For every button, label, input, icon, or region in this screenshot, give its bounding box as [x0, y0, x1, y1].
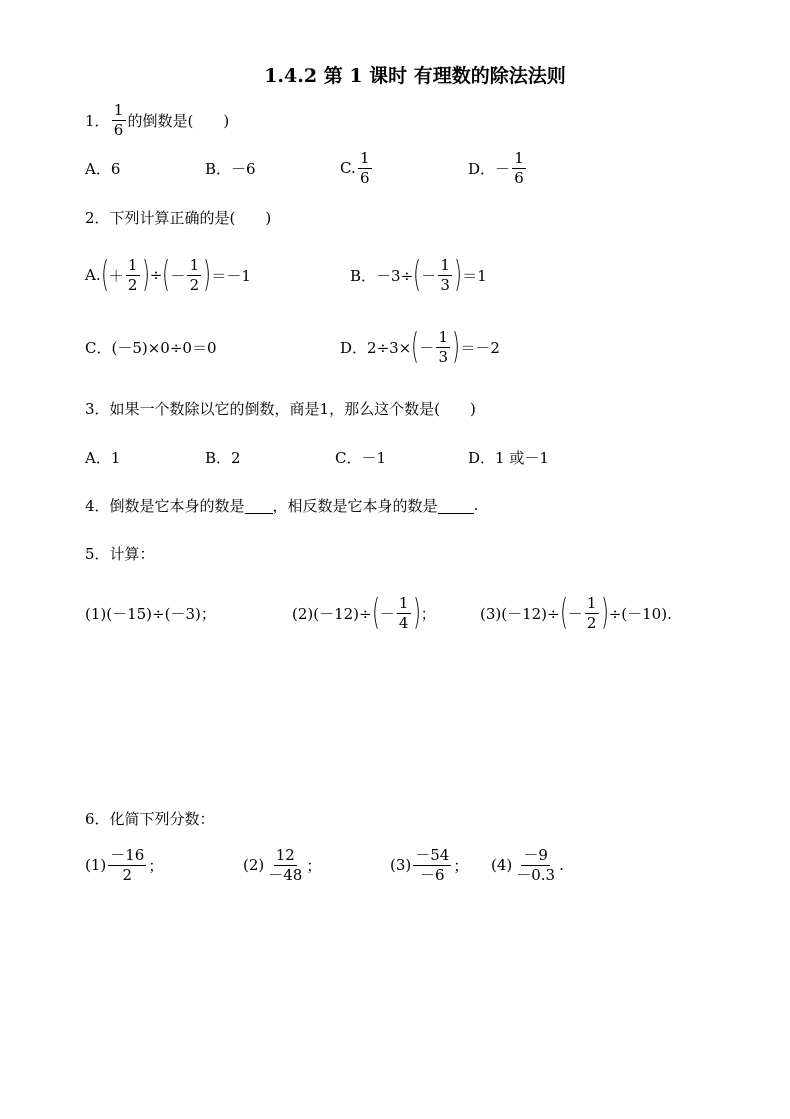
q2-d-sign: －	[419, 338, 435, 357]
q6-p4-num: －9	[523, 845, 548, 864]
q4-text-1: 4．倒数是它本身的数是	[85, 496, 245, 515]
q1-fraction	[112, 100, 126, 139]
q2-a-num1: 1	[126, 258, 140, 276]
q3-option-a: A．1	[85, 448, 121, 467]
page-title: 1.4.2 第 1 课时 有理数的除法法则	[264, 65, 566, 87]
left-paren: (	[371, 592, 380, 633]
q5-p2-num: 1	[397, 596, 411, 614]
q5-p3-sign: －	[567, 604, 583, 623]
q6-p2-fraction	[266, 845, 304, 884]
q6-p1-num: －16	[110, 845, 145, 864]
q2-a-fraction2	[187, 255, 201, 294]
right-paren: )	[412, 592, 421, 633]
question-1	[85, 100, 229, 140]
q2-a-fraction1	[126, 255, 140, 294]
q5-p3-den: 2	[586, 613, 597, 632]
q1-option-c-label: C.	[340, 159, 356, 177]
q6-part-4	[491, 845, 564, 885]
q2-d-den: 3	[438, 347, 449, 366]
q5-p2-fraction	[397, 593, 411, 632]
q2-a-sign1: ＋	[108, 266, 124, 285]
q2-b-fraction	[438, 255, 452, 294]
q6-p2-num: 12	[275, 845, 295, 864]
right-paren: )	[141, 254, 150, 295]
q6-p1-label: (1)	[85, 856, 107, 874]
q2-d-fraction	[436, 327, 450, 366]
q6-p2-end: ；	[306, 856, 322, 875]
q2-b-num: 1	[438, 258, 452, 276]
q6-p4-fraction	[514, 845, 557, 884]
q2-option-d	[340, 327, 500, 367]
q6-part-1	[85, 845, 163, 885]
q1-option-c-num: 1	[358, 151, 372, 169]
q2-a-sign2: －	[170, 266, 186, 285]
q5-part-3-label: (3)(－12)÷	[480, 604, 560, 623]
q6-p4-end: .	[559, 856, 564, 874]
q2-b-sign: －	[421, 266, 437, 285]
q1-option-c	[340, 148, 374, 188]
q6-p1-fraction	[108, 845, 146, 884]
q6-part-2	[243, 845, 321, 885]
q1-option-d-fraction	[512, 148, 526, 187]
q2-a-operator: ÷	[149, 266, 163, 284]
q1-option-d-den: 6	[514, 168, 524, 187]
q2-d-result: ＝－2	[460, 338, 500, 357]
q5-p2-end: ；	[420, 604, 436, 623]
q4-text-2: ，相反数是它本身的数是	[272, 496, 438, 515]
q1-option-d	[468, 148, 528, 188]
q5-part-2	[292, 593, 436, 633]
q2-a-den1: 2	[127, 275, 138, 294]
q2-option-a	[85, 255, 251, 295]
q6-p3-label: (3)	[390, 856, 412, 874]
right-paren: )	[203, 254, 212, 295]
q1-option-a: A．6	[85, 159, 121, 178]
q1-option-c-fraction	[358, 148, 372, 187]
q6-p3-num: －54	[415, 845, 450, 864]
q2-b-result: ＝1	[462, 266, 487, 285]
q1-number: 1．	[85, 111, 110, 130]
q3-option-d: D．1 或－1	[468, 448, 549, 467]
q6-p3-den: －6	[420, 865, 445, 884]
q6-p2-label: (2)	[243, 856, 265, 874]
q2-option-b-label: B．－3÷	[350, 266, 414, 285]
q3-option-c: C．－1	[335, 448, 387, 467]
q2-b-den: 3	[440, 275, 450, 294]
q2-a-den2: 2	[189, 275, 200, 294]
left-paren: (	[413, 254, 422, 295]
q4-text-end: .	[473, 496, 479, 514]
question-3: 3．如果一个数除以它的倒数，商是1，那么这个数是( )	[85, 399, 476, 418]
q2-option-c: C．(－5)×0÷0＝0	[85, 338, 217, 357]
q5-part-1: (1)(－15)÷(－3)；	[85, 604, 216, 623]
q6-p4-den: －0.3	[516, 865, 556, 884]
left-paren: (	[411, 326, 420, 367]
question-5: 5．计算：	[85, 544, 155, 563]
question-2: 2．下列计算正确的是( )	[85, 208, 272, 227]
q5-part-2-label: (2)(－12)÷	[292, 604, 372, 623]
q1-option-d-label: D．－	[468, 159, 511, 178]
q2-a-num2: 1	[187, 258, 201, 276]
q5-part-3	[480, 593, 672, 633]
question-4	[85, 485, 478, 525]
q1-option-b: B．－6	[205, 159, 256, 178]
q6-part-3	[390, 845, 468, 885]
q5-p3-num: 1	[585, 596, 599, 614]
q6-p4-label: (4)	[491, 856, 513, 874]
q1-option-d-num: 1	[512, 151, 526, 169]
q2-a-result: ＝－1	[211, 266, 251, 285]
q6-p2-den: －48	[268, 865, 303, 884]
right-paren: )	[600, 592, 609, 633]
q2-option-d-label: D．2÷3×	[340, 338, 412, 357]
left-paren: (	[162, 254, 171, 295]
q1-text: 的倒数是( )	[127, 111, 230, 130]
right-paren: )	[454, 254, 463, 295]
q6-p3-end: ；	[453, 856, 469, 875]
q2-option-b	[350, 255, 487, 295]
q6-p3-fraction	[413, 845, 451, 884]
q1-frac-numerator: 1	[112, 103, 126, 121]
left-paren: (	[559, 592, 568, 633]
q2-option-a-label: A.	[85, 266, 101, 284]
q4-answer-blank-1[interactable]	[245, 497, 273, 514]
q3-option-b: B．2	[205, 448, 241, 467]
q6-p1-end: ；	[148, 856, 164, 875]
q5-p3-end: ÷(－10).	[608, 604, 672, 623]
q5-p3-fraction	[585, 593, 599, 632]
right-paren: )	[452, 326, 461, 367]
q1-frac-denominator: 6	[113, 120, 124, 139]
q6-p1-den: 2	[122, 865, 133, 884]
q5-p2-den: 4	[398, 613, 409, 632]
q2-d-num: 1	[436, 330, 450, 348]
q5-p2-sign: －	[379, 604, 395, 623]
q1-option-c-den: 6	[359, 168, 370, 187]
left-paren: (	[100, 254, 109, 295]
q4-answer-blank-2[interactable]	[438, 497, 474, 514]
question-6: 6．化简下列分数：	[85, 809, 215, 828]
